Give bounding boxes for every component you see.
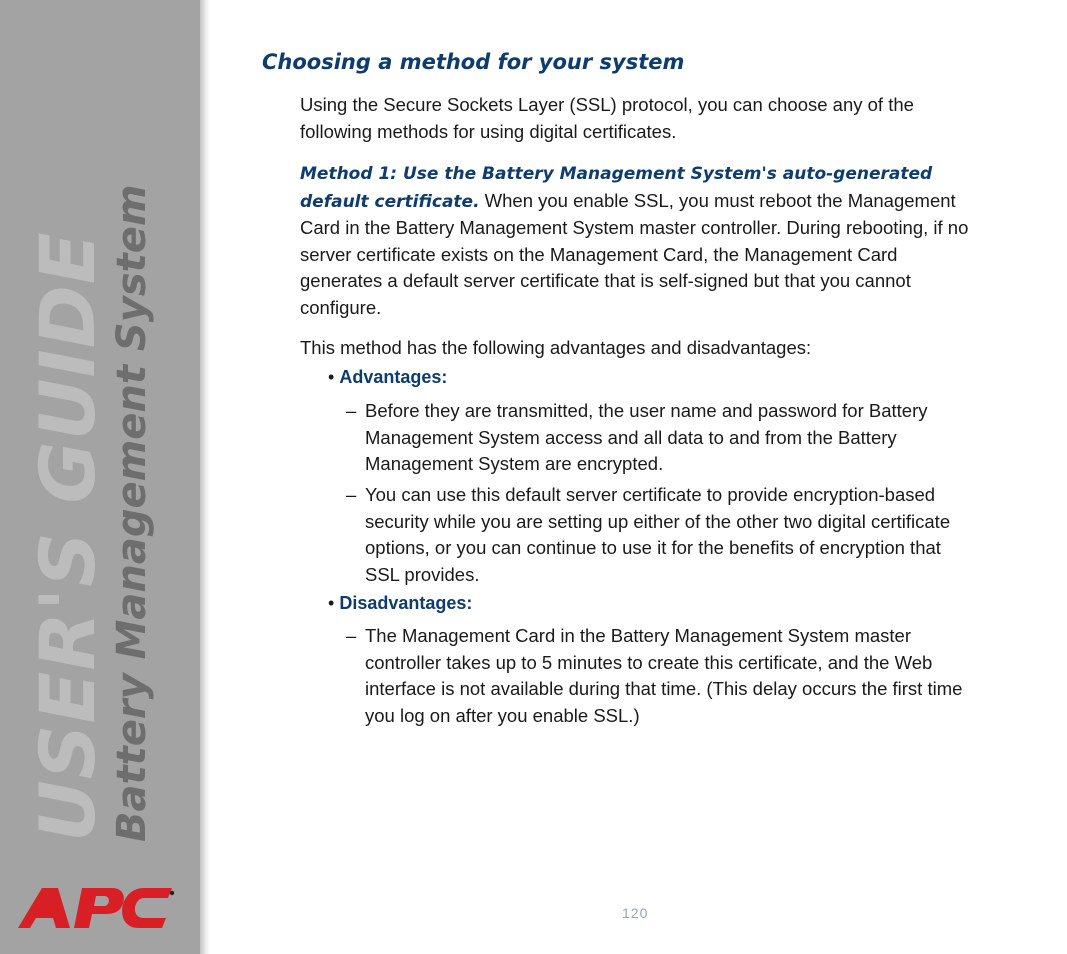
advantages-label: Advantages: <box>339 367 448 387</box>
bullet-dot: • <box>328 367 335 387</box>
intro-paragraph: Using the Secure Sockets Layer (SSL) protocol, you can choose any of the following methods for using digital certificates. <box>300 94 914 142</box>
method1-body: When you enable SSL, you must reboot the Management Card in the Battery Management System master controller. During rebooting, if no server certificate exists on the Management Card, the Management Card generates a default server certificate that is self-signed but that you cannot configure. <box>300 189 969 318</box>
dash-marker: – <box>346 400 357 421</box>
guide-title: USER'S GUIDE <box>23 231 112 842</box>
disadvantages-bullet <box>328 593 472 614</box>
disadvantages-label: Disadvantages: <box>339 593 473 613</box>
bullet-dot: • <box>328 593 335 613</box>
summary-paragraph: This method has the following advantages and disadvantages: <box>300 337 812 358</box>
advantages-bullet <box>328 367 447 388</box>
list-item-text: Before they are transmitted, the user name and password for Battery Management System access and all data to and from the Battery Management System are encrypted. <box>365 400 928 474</box>
list-item <box>346 482 976 588</box>
dash-marker: – <box>346 625 357 646</box>
method1-paragraph <box>300 160 980 321</box>
list-item-text: You can use this default server certificate to provide encryption-based security while you are setting up either of the other two digital certificate options, or you can continue to use it for the benefits of encryption that SSL provides. <box>365 484 951 585</box>
method1-title: Method 1: Use the Battery Management System's auto-generated default certificate. <box>300 164 933 212</box>
list-item-text: The Management Card in the Battery Management System master controller takes up to 5 minutes to create this certificate, and the Web interface is not available during that time. (This delay occurs the first time you log on after you enable SSL.) <box>365 625 963 726</box>
section-heading: Choosing a method for your system <box>262 50 685 74</box>
dash-marker: – <box>346 484 357 505</box>
list-item <box>346 398 976 478</box>
page-number: 120 <box>622 905 649 921</box>
product-title: Battery Management System <box>109 184 155 842</box>
list-item <box>346 623 976 729</box>
